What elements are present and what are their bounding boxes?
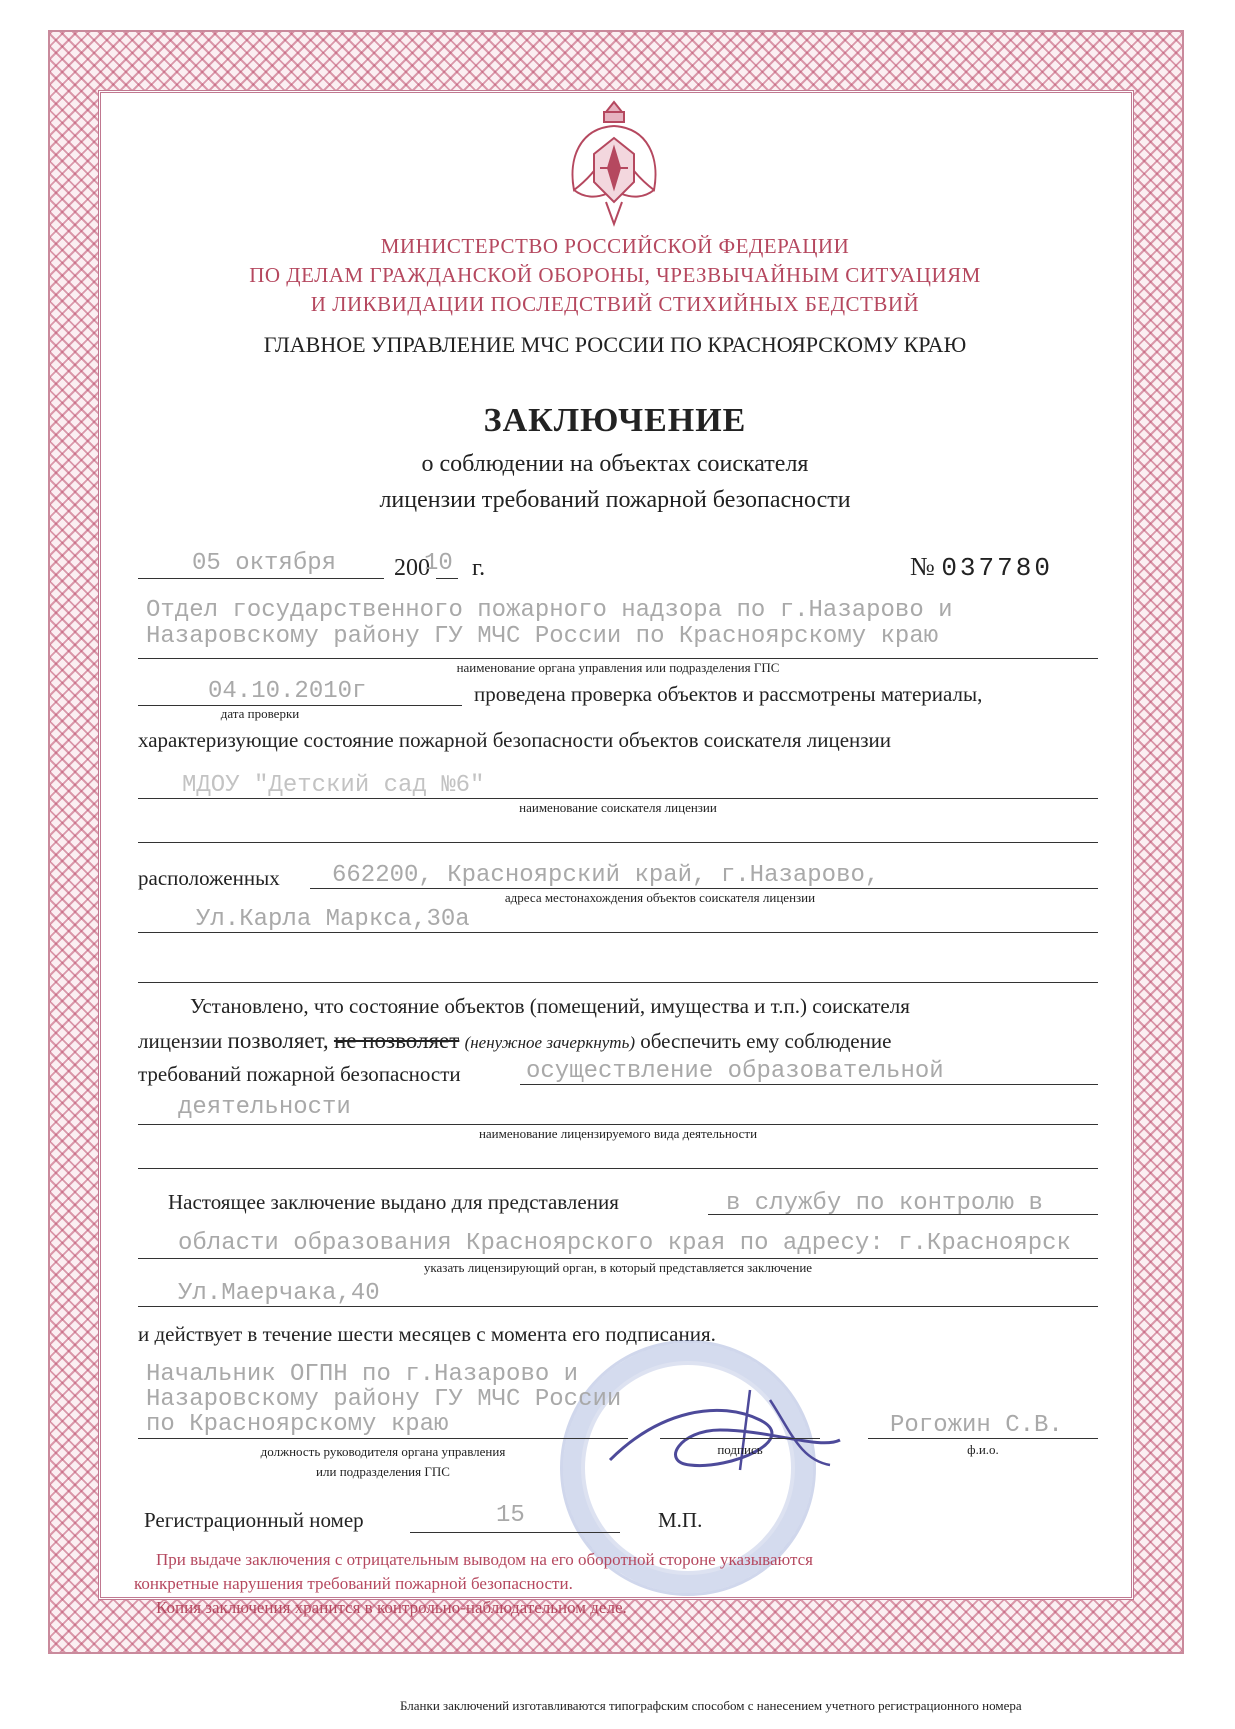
finding-allows: позволяет, (227, 1028, 329, 1053)
issued-line-b (138, 1258, 1098, 1259)
issued-caption: указать лицензирующий орган, в который представляется заключение (423, 1260, 813, 1275)
sign-line (660, 1438, 820, 1439)
location-caption: адреса местонахождения объектов соискателя лицензии (504, 890, 816, 905)
number-prefix: № (910, 552, 935, 581)
inspection-date-caption: дата проверки (220, 706, 300, 721)
ministry-line-1: МИНИСТЕРСТВО РОССИЙСКОЙ ФЕДЕРАЦИИ (380, 234, 850, 258)
name-caption: ф.и.о. (967, 1442, 999, 1457)
year-line (436, 578, 458, 579)
date-year-prefix: 200 (394, 555, 430, 581)
authority-line (138, 658, 1098, 659)
subtitle-line-2: лицензии требований пожарной безопасности (379, 487, 851, 513)
authority-line-1: Отдел государственного пожарного надзора по г.Назарово и (146, 597, 953, 624)
document-number (910, 552, 1053, 583)
finding-line-1: Установлено, что состояние объектов (помещений, имущества и т.п.) соискателя (190, 994, 910, 1018)
activity-line-2: деятельности (178, 1094, 351, 1121)
finding-note: (ненужное зачеркнуть) (464, 1033, 635, 1052)
location-line-b (138, 932, 1098, 933)
document-subtitle (120, 446, 1110, 518)
ministry-header (120, 232, 1110, 319)
ministry-line-2: ПО ДЕЛАМ ГРАЖДАНСКОЙ ОБОРОНЫ, ЧРЕЗВЫЧАЙНЫМ СИТУАЦИЯМ (249, 263, 981, 287)
footnote-line-1: При выдаче заключения с отрицательным выводом на его оборотной стороне указываются (156, 1550, 813, 1569)
registration-value: 15 (496, 1502, 525, 1529)
signer-position-1: Начальник ОГПН по г.Назарово и (146, 1361, 579, 1388)
finding-line-2 (138, 1028, 891, 1054)
position-caption-2: или подразделения ГПС (316, 1464, 450, 1479)
signer-position (146, 1362, 621, 1437)
finding-license-word: лицензии (138, 1029, 223, 1053)
activity-line-1: осуществление образовательной (526, 1058, 944, 1085)
location-label: расположенных (138, 866, 280, 890)
date-year-fill: 10 (424, 550, 453, 577)
applicant-line-2 (138, 842, 1098, 843)
issued-fill-3: Ул.Маерчака,40 (178, 1280, 380, 1307)
activity-caption: наименование лицензируемого вида деятельности (478, 1126, 758, 1141)
activity-line (520, 1084, 1098, 1085)
finding-ensure: обеспечить ему соблюдение (640, 1029, 892, 1053)
activity-line-b (138, 1124, 1098, 1125)
position-caption-1: должность руководителя органа управления (260, 1444, 506, 1459)
location-line-2: Ул.Карла Маркса,30а (196, 906, 470, 933)
authority-line-2: Назаровскому району ГУ МЧС России по Красноярскому краю (146, 623, 939, 650)
location-line-c (138, 982, 1098, 983)
issued-line (708, 1214, 1098, 1215)
inspection-text-2: характеризующие состояние пожарной безопасности объектов соискателя лицензии (138, 728, 892, 752)
signer-name: Рогожин С.В. (890, 1412, 1063, 1439)
emchs-emblem-icon (560, 98, 668, 228)
bottom-note: Бланки заключений изготавливаются типографским способом с нанесением учетного регистрационного номера (400, 1698, 1022, 1713)
ministry-line-3: И ЛИКВИДАЦИИ ПОСЛЕДСТВИЙ СТИХИЙНЫХ БЕДСТВИЙ (310, 292, 920, 316)
document-title: ЗАКЛЮЧЕНИЕ (483, 402, 747, 439)
validity-text: и действует в течение шести месяцев с момента его подписания. (138, 1322, 716, 1346)
issued-fill-1: в службу по контролю в (726, 1190, 1043, 1217)
registration-label: Регистрационный номер (144, 1508, 364, 1532)
sign-caption: подпись (717, 1442, 763, 1457)
stamp-place: М.П. (658, 1508, 703, 1532)
finding-line-3: требований пожарной безопасности (138, 1062, 461, 1086)
location-line-1: 662200, Красноярский край, г.Назарово, (332, 862, 880, 889)
issued-fill-2: области образования Красноярского края по адресу: г.Красноярск (178, 1230, 1071, 1257)
date-suffix: г. (472, 555, 486, 581)
date-day-month: 05 октября (192, 550, 337, 577)
department-name: ГЛАВНОЕ УПРАВЛЕНИЕ МЧС РОССИИ ПО КРАСНОЯРСКОМУ КРАЮ (263, 332, 967, 357)
inspection-date: 04.10.2010г (208, 678, 367, 705)
issued-text: Настоящее заключение выдано для представления (168, 1190, 619, 1214)
signer-position-3: по Красноярскому краю (146, 1411, 449, 1438)
name-line (868, 1438, 1098, 1439)
footnote-line-2: конкретные нарушения требований пожарной безопасности. (134, 1574, 573, 1593)
applicant-name: МДОУ "Детский сад №6" (182, 772, 485, 799)
applicant-line (138, 798, 1098, 799)
authority-fill (146, 598, 953, 650)
date-line (138, 578, 384, 579)
issued-line-c (138, 1306, 1098, 1307)
signer-position-2: Назаровскому району ГУ МЧС России (146, 1386, 622, 1413)
footnote (134, 1548, 1094, 1620)
finding-not-allows: не позволяет (333, 1028, 460, 1053)
location-line (310, 888, 1098, 889)
activity-line-c (138, 1168, 1098, 1169)
authority-caption: наименование органа управления или подразделения ГПС (456, 660, 780, 675)
position-line (138, 1438, 628, 1439)
inspection-text-1: проведена проверка объектов и рассмотрены материалы, (474, 682, 983, 706)
footnote-line-3: Копия заключения хранится в контрольно-наблюдательном деле. (156, 1598, 627, 1617)
registration-line (410, 1532, 620, 1533)
position-caption (138, 1442, 628, 1482)
signature-icon (600, 1370, 850, 1490)
subtitle-line-1: о соблюдении на объектах соискателя (421, 451, 809, 477)
number-value: 037780 (941, 553, 1053, 583)
applicant-caption: наименование соискателя лицензии (519, 800, 717, 815)
